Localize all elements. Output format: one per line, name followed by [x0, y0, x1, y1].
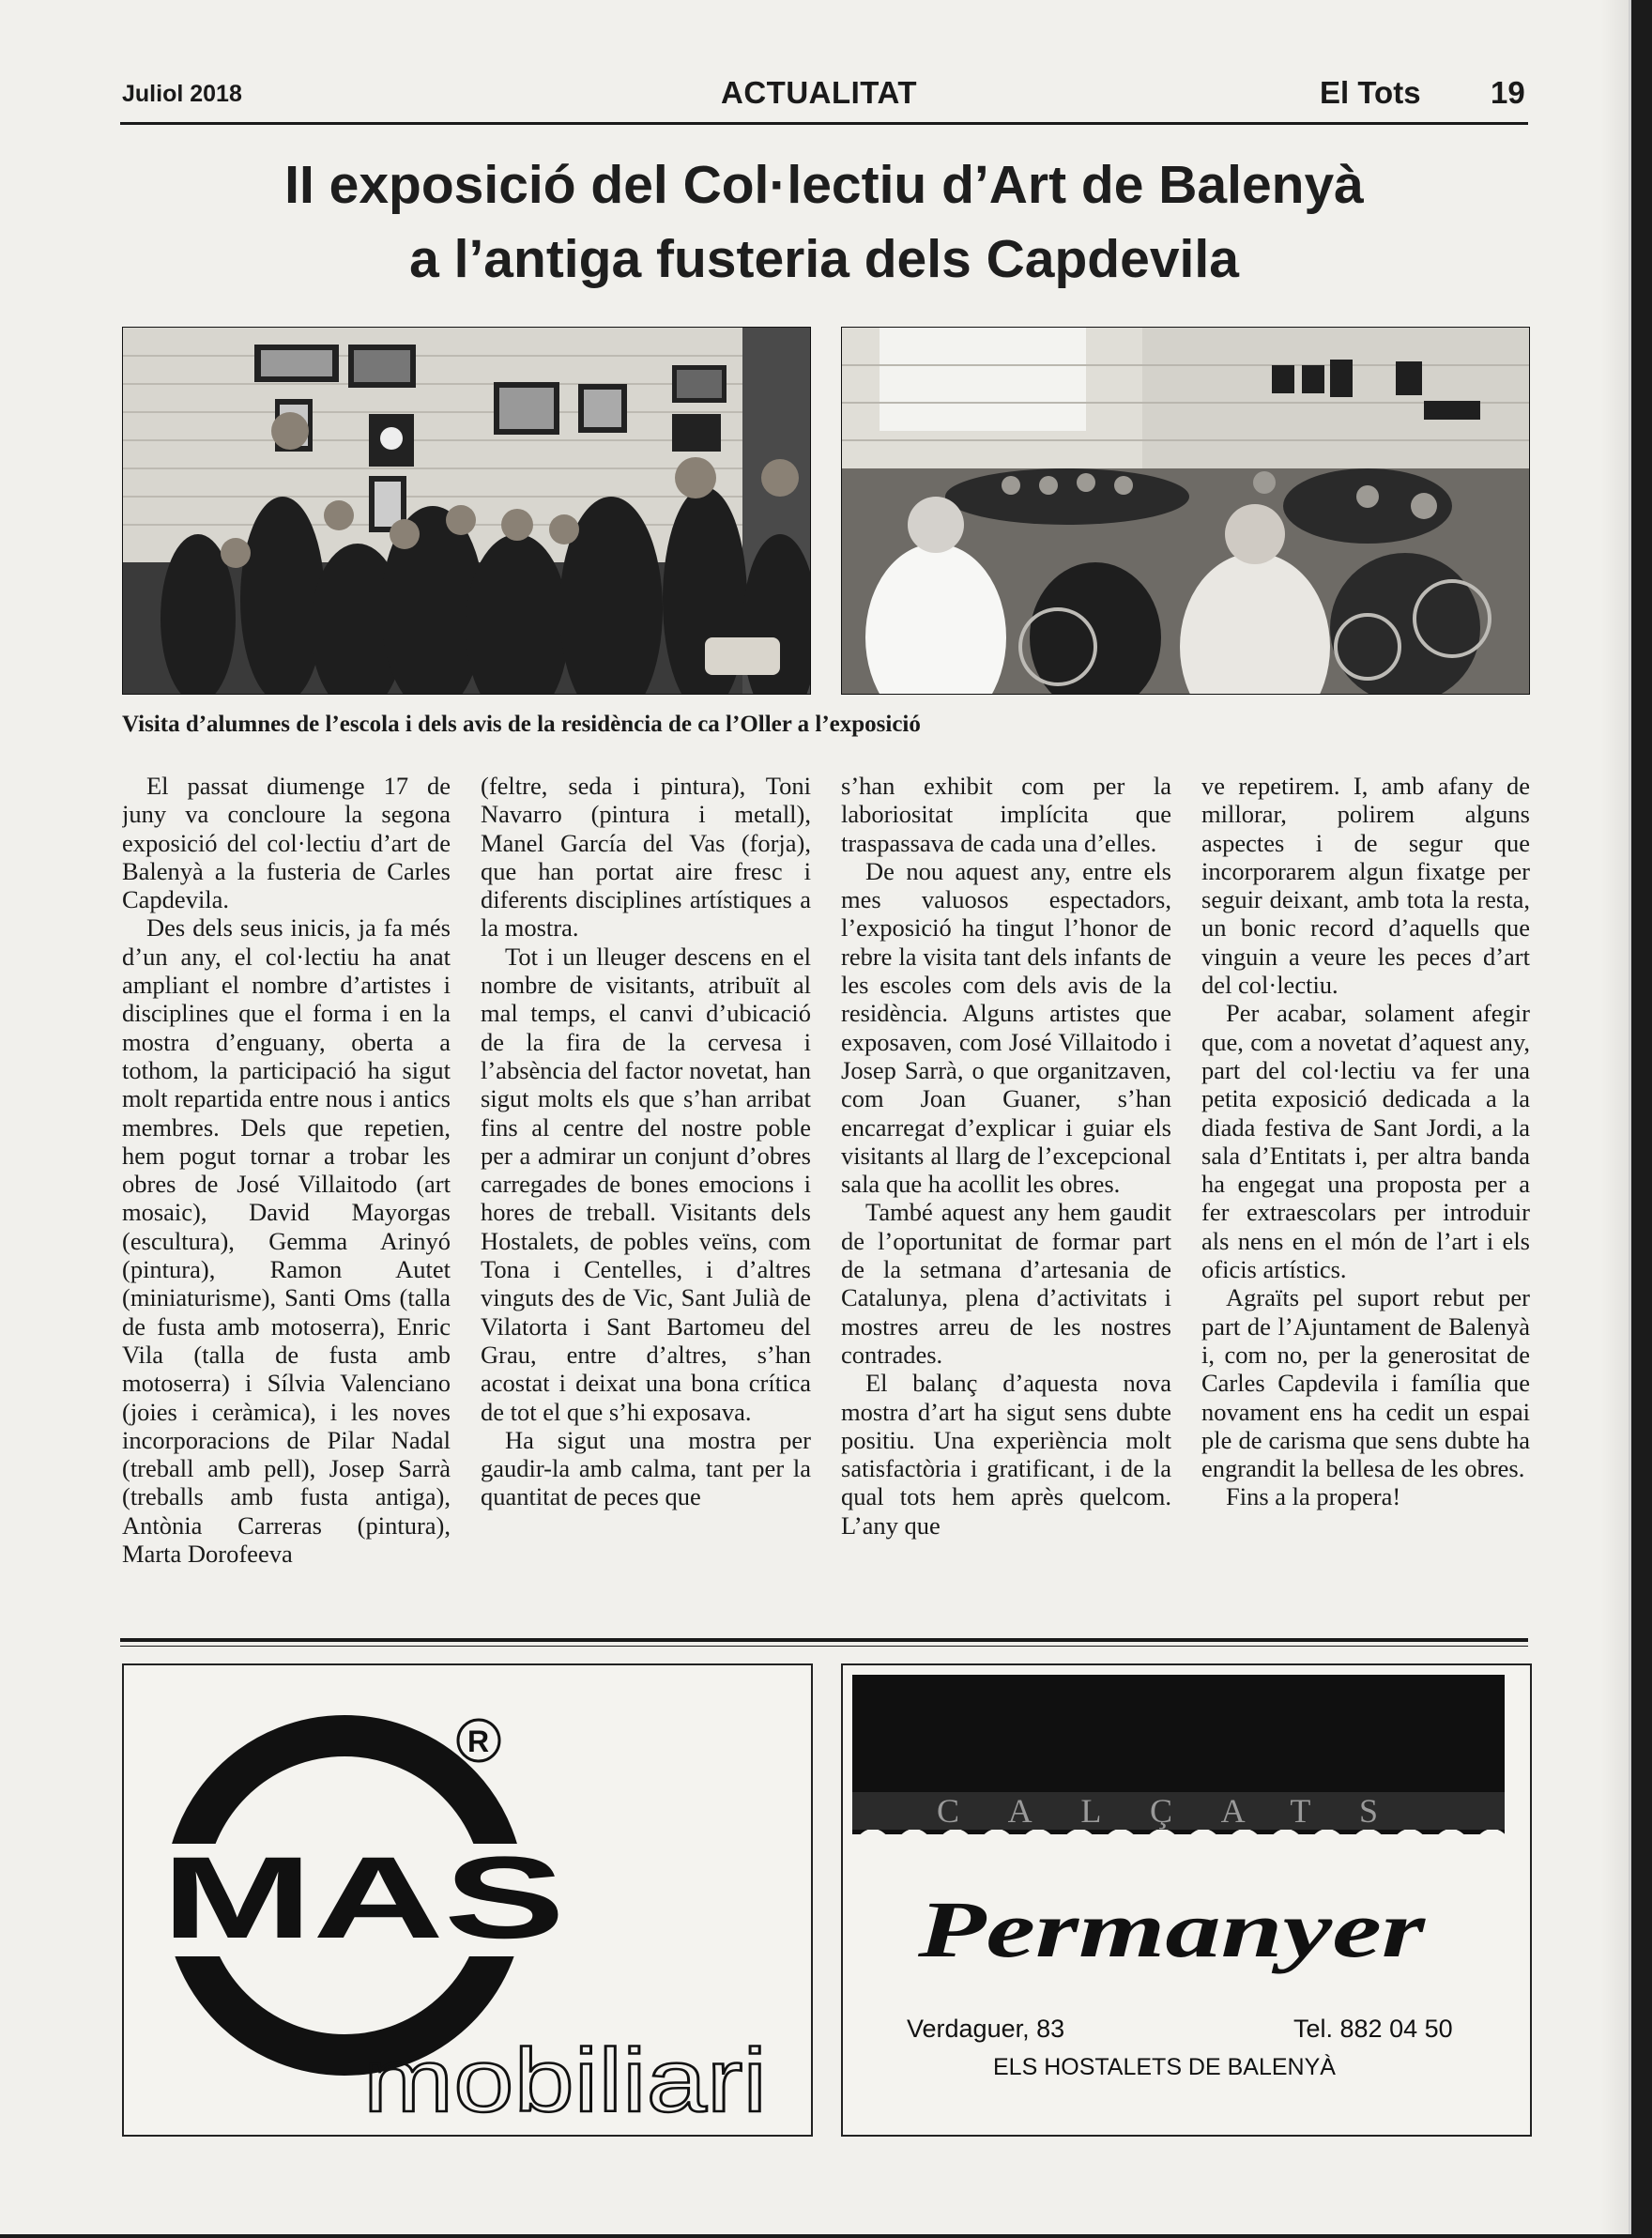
- ad-calcats-permanyer: [841, 1663, 1532, 2137]
- paragraph: s’han exhibit com per la laboriositat implícita que traspassava de cada una d’elles.: [841, 772, 1171, 857]
- ads-separator-thin: [120, 1646, 1528, 1647]
- ad-mas-mobiliari: [122, 1663, 813, 2137]
- publication-name: El Tots: [1320, 75, 1421, 110]
- shop-phone: Tel. 882 04 50: [1293, 2015, 1453, 2043]
- headline-line-1: II exposició del Col·lectiu d’Art de Balenyà: [284, 155, 1364, 215]
- issue-date: Juliol 2018: [122, 81, 242, 107]
- article-column-2: [481, 772, 811, 1607]
- registered-mark-letter: R: [467, 1724, 490, 1758]
- paragraph: Per acabar, solament afegir que, com a novetat d’aquest any, part del col·lectiu va fer una petita exposició dedicada a la diada festiva de Sant Jordi, a la sala d’Entitats i, per altra banda ha engegat una proposta per a fer extraescolars per introduir als nens en el món de l’art i els oficis artístics.: [1201, 999, 1530, 1284]
- paragraph: De nou aquest any, entre els mes valuosos espectadors, l’exposició ha tingut l’honor de rebre la visita tant dels infants de les escoles com dels avis de la residència. Alguns artistes que exposaven, com José Villaitodo i Josep Sarrà, o que organitzaven, com Joan Guaner, s’han encarregat d’explicar i guiar els visitants al llarg de l’excepcional sala que ha acollit les obres.: [841, 856, 1171, 1199]
- permanyer-brand: Permanyer: [916, 1884, 1428, 1974]
- shop-address: Verdaguer, 83: [907, 2015, 1065, 2043]
- paragraph: Fins a la propera!: [1226, 1482, 1401, 1511]
- article-column-1: [122, 772, 451, 1607]
- paragraph: El passat diumenge 17 de juny va concloure la segona exposició del col·lectiu d’art de Balenyà a la fusteria de Carles Capdevila.: [122, 772, 451, 914]
- headline-line-2: a l’antiga fusteria dels Capdevila: [409, 229, 1239, 289]
- photo-caption: Visita d’alumnes de l’escola i dels avis de la residència de ca l’Oller a l’exposició: [122, 712, 921, 737]
- running-head: [120, 73, 1528, 122]
- paragraph: Des dels seus inicis, ja fa més d’un any, el col·lectiu ha anat ampliant el nombre d’artistes i disciplines que el forma i en la mostra d’enguany, oberta a tothom, la participació ha sigut molt repartida entre nous i antics membres. Dels que repetien, hem pogut tornar a trobar les obres de José Villaitodo (art mosaic), David Mayorgas (escultura), Gemma Arinyó (pintura), Ramon Autet (miniaturisme), Santi Oms (talla de fusta amb motoserra), Enric Vila (talla de fusta amb motoserra) i Sílvia Valenciano (joies i ceràmica), i les noves incorporacions de Pilar Nadal (treball amb pell), Josep Sarrà (treballs amb fusta antiga), Antònia Carreras (pintura), Marta Dorofeeva: [122, 913, 451, 1569]
- paragraph: Ha sigut una mostra per gaudir-la amb calma, tant per la quantitat de peces que: [481, 1425, 811, 1511]
- shop-town: ELS HOSTALETS DE BALENYÀ: [993, 2054, 1336, 2080]
- article-column-4: [1201, 772, 1530, 1607]
- ads-separator: [120, 1638, 1528, 1642]
- paragraph: Tot i un lleuger descens en el nombre de visitants, atribuït al mal temps, el canvi d’ubicació de la fira de la cervesa i l’absència del factor novetat, han sigut molts els que s’han arribat fins al centre del nostre poble per a admirar un conjunt d’obres carregades de bones emocions i hores de treball. Visitants dels Hostalets, de pobles veïns, com Tona i Centelles, i d’altres vinguts des de Vic, Sant Julià de Vilatorta i Sant Bartomeu del Grau, entre d’altres, s’han acostat i deixat una bona crítica de tot el que s’hi exposava.: [481, 942, 811, 1426]
- paragraph: ve repetirem. I, amb afany de millorar, polirem alguns aspectes i de segur que incorporarem algun fixatge per seguir deixant, amb tota la resta, un bonic record d’aquells que vinguin a veure les peces d’art del col·lectiu.: [1201, 772, 1530, 1000]
- article-headline: [120, 148, 1528, 297]
- paragraph: (feltre, seda i pintura), Toni Navarro (pintura i metall), Manel García del Vas (forja), que han portat aire fresc i diferents disciplines artístiques a la mostra.: [481, 772, 811, 943]
- page-number: 19: [1491, 75, 1525, 110]
- paragraph: Agraïts pel suport rebut per part de l’Ajuntament de Balenyà i, com no, per la generositat de Carles Capdevila i família que novament ens ha cedit un espai ple de carisma que sens dubte ha engrandit la bellesa de les obres.: [1201, 1283, 1530, 1483]
- section-name: ACTUALITAT: [721, 75, 918, 110]
- page-edge-shadow: [1600, 0, 1631, 2234]
- awning-text: CALÇATS: [937, 1792, 1406, 1830]
- mas-brand-text: MAS: [161, 1833, 565, 1963]
- mas-tagline: mobiliari: [363, 2031, 767, 2131]
- article-column-3: [841, 772, 1171, 1607]
- photo-residence-visit: [841, 327, 1530, 695]
- paragraph: També aquest any hem gaudit de l’oportunitat de formar part de la setmana d’artesania de Catalunya, plena d’activitats i mostres arreu de les nostres contrades.: [841, 1198, 1171, 1369]
- header-rule: [120, 122, 1528, 125]
- photo-school-visit: [122, 327, 811, 695]
- paragraph: El balanç d’aquesta nova mostra d’art ha sigut sens dubte positiu. Una experiència molt satisfactòria i gratificant, i de la qual tots hem après quelcom. L’any que: [841, 1369, 1171, 1540]
